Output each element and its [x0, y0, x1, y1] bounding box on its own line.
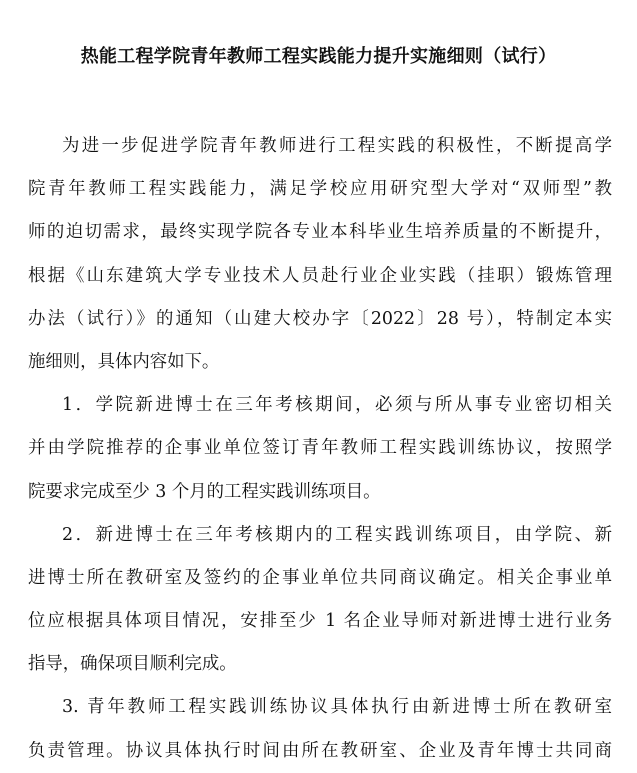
- paragraph-1-line-4: 根据《山东建筑大学专业技术人员赴行业企业实践（挂职）锻炼管理: [28, 265, 612, 286]
- paragraph-3-line-2: 进博士所在教研室及签约的企事业单位共同商议确定。相关企事业单: [28, 567, 612, 588]
- paragraph-1-line-1: 为进一步促进学院青年教师进行工程实践的积极性，不断提高学: [62, 136, 612, 156]
- paragraph-2-line-3: 院要求完成至少 3 个月的工程实践训练项目。: [28, 481, 381, 502]
- paragraph-3-line-1: 2．新进博士在三年考核期内的工程实践训练项目，由学院、新: [62, 524, 612, 545]
- paragraph-1-line-5: 办法（试行）》的通知（山建大校办字〔2022〕28 号），特制定本实: [28, 308, 612, 329]
- paragraph-3-line-4: 指导，确保项目顺利完成。: [28, 654, 237, 675]
- paragraph-3-line-3: 位应根据具体项目情况，安排至少 1 名企业导师对新进博士进行业务: [28, 611, 612, 632]
- paragraph-1-line-6: 施细则，具体内容如下。: [28, 351, 220, 372]
- document-body: [28, 125, 612, 773]
- paragraph-2-line-2: 并由学院推荐的企事业单位签订青年教师工程实践训练协议，按照学: [28, 438, 612, 459]
- paragraph-2-line-1: 1．学院新进博士在三年考核期间，必须与所从事专业密切相关: [62, 395, 612, 416]
- paragraph-1-line-3: 师的迫切需求，最终实现学院各专业本科毕业生培养质量的不断提升，: [28, 222, 612, 243]
- paragraph-4-line-2: 负责管理。协议具体执行时间由所在教研室、企业及青年博士共同商: [28, 740, 612, 761]
- paragraph-4-line-1: 3. 青年教师工程实践训练协议具体执行由新进博士所在教研室: [62, 697, 612, 718]
- document-title: 热能工程学院青年教师工程实践能力提升实施细则（试行）: [80, 46, 557, 67]
- paragraph-1-line-2: 院青年教师工程实践能力，满足学校应用研究型大学对“双师型”教: [28, 179, 612, 200]
